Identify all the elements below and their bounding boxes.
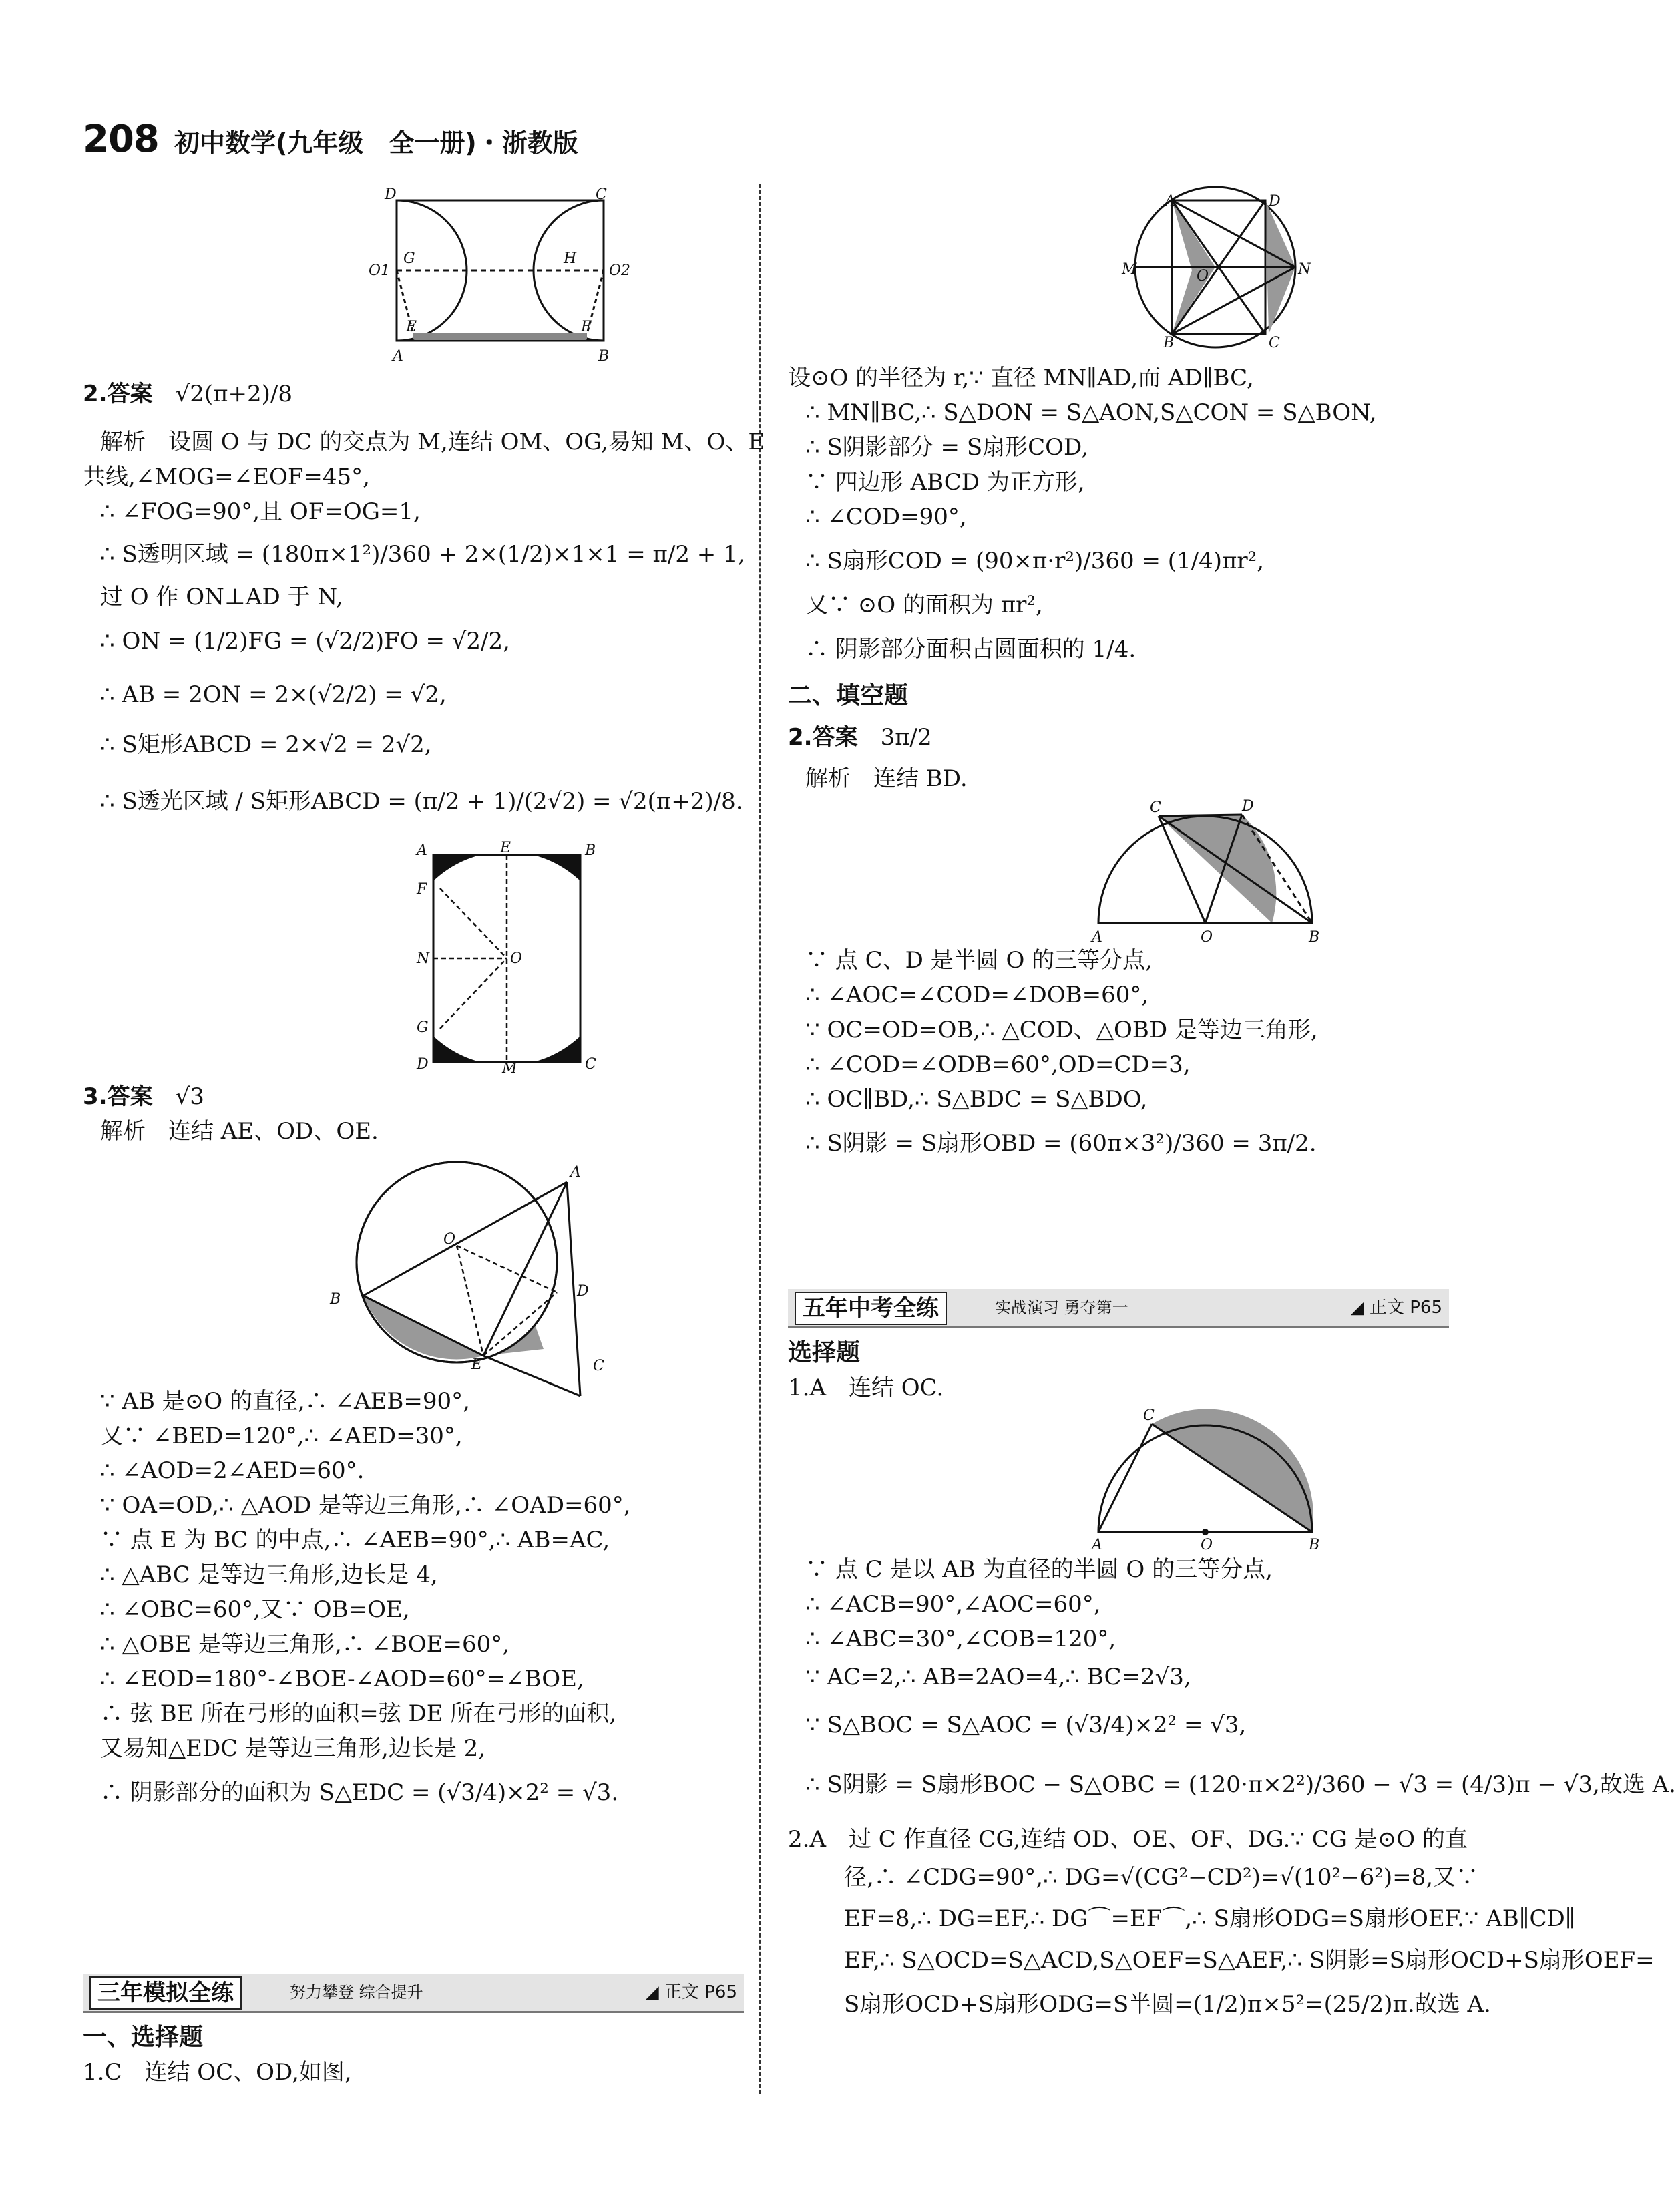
q3-line: ∵ 点 E 为 BC 的中点,∴ ∠AEB=90°,∴ AB=AC, [100, 1527, 610, 1553]
fig4-label: C [1269, 335, 1280, 351]
r-q2-line: EF,∴ S△OCD=S△ACD,S△OEF=S△AEF,∴ S阴影=S扇形OCD+S扇形OEF= [844, 1947, 1655, 1974]
r-line: ∴ ∠AOC=∠COD=∠DOB=60°, [805, 982, 1149, 1008]
r-line: ∴ S阴影 = S扇形OBD = (60π×3²)/360 = 3π/2. [805, 1130, 1317, 1157]
r-line: ∴ 阴影部分面积占圆面积的 1/4. [805, 636, 1136, 663]
fig6-label: O [1201, 1537, 1213, 1553]
fig1-label: O2 [609, 262, 631, 279]
fig4-label: O [1197, 268, 1209, 285]
r-q2-line: 2.A 过 C 作直径 CG,连结 OD、OE、OF、DG.∵ CG 是⊙O 的直 [788, 1826, 1468, 1853]
r-line: ∵ 点 C、D 是半圆 O 的三等分点, [805, 947, 1153, 974]
q3-line: 又易知△EDC 是等边三角形,边长是 2, [100, 1735, 486, 1762]
r-line: ∴ ∠ABC=30°,∠COB=120°, [805, 1626, 1116, 1652]
fig5-label: B [1309, 929, 1320, 946]
fig1-label: F [581, 319, 592, 335]
q3-line: ∴ 阴影部分的面积为 S△EDC = (√3/4)×2² = √3. [100, 1779, 619, 1806]
fig6-label: C [1143, 1407, 1155, 1424]
fig6-label: B [1309, 1537, 1320, 1553]
figure-rectangle-semicircles [83, 180, 744, 367]
banner-ref[interactable]: ◢ 正文 P65 [1350, 1298, 1442, 1318]
fig3-label: C [593, 1358, 604, 1374]
q1-line: 1.C 连结 OC、OD,如图, [83, 2059, 352, 2086]
r-q2-analysis: 解析 连结 BD. [805, 765, 968, 792]
fig1-label: A [393, 348, 403, 365]
r-line: 又∵ ⊙O 的面积为 πr², [805, 592, 1043, 618]
q2-line: ∴ ON = (1/2)FG = (√2/2)FO = √2/2, [100, 628, 510, 655]
r-line: 设⊙O 的半径为 r,∵ 直径 MN∥AD,而 AD∥BC, [788, 365, 1254, 391]
banner-subtitle: 努力攀登 综合提升 [290, 1983, 423, 2002]
section-heading: 一、选择题 [83, 2024, 204, 2051]
q3-line: ∴ ∠AOD=2∠AED=60°. [100, 1457, 365, 1484]
fig2-label: N [417, 950, 430, 967]
q3-line: ∴ ∠OBC=60°,又∵ OB=OE, [100, 1596, 410, 1623]
left-column [83, 180, 765, 1819]
fig5-label: D [1242, 798, 1254, 815]
fig1-label: H [564, 250, 577, 267]
r-q2-answer: 3π/2 [880, 724, 932, 751]
fig1-label: G [403, 250, 415, 267]
fig5-label: A [1092, 929, 1102, 946]
fig4-label: D [1269, 193, 1281, 210]
figure-semicircle-cd [788, 796, 1456, 946]
q3-line: ∴ ∠EOD=180°-∠BOE-∠AOD=60°=∠BOE, [100, 1666, 584, 1692]
r-line: ∵ 点 C 是以 AB 为直径的半圆 O 的三等分点, [805, 1556, 1273, 1583]
q2-line: 共线,∠MOG=∠EOF=45°, [83, 464, 370, 490]
figure-circle-triangle [83, 1149, 744, 1376]
right-column [788, 180, 1456, 1170]
r-line: ∴ S阴影部分 = S扇形COD, [805, 434, 1088, 461]
fig3-label: D [577, 1283, 589, 1300]
fig1-label: E [406, 319, 417, 335]
r-line: ∴ OC∥BD,∴ S△BDC = S△BDO, [805, 1086, 1148, 1113]
q3-line: ∴ 弦 BE 所在弓形的面积=弦 DE 所在弓形的面积, [100, 1700, 617, 1727]
q2-line: ∴ ∠FOG=90°,且 OF=OG=1, [100, 498, 421, 525]
r-q2-line: S扇形OCD+S扇形ODG=S半圆=(1/2)π×5²=(25/2)π.故选 A. [844, 1991, 1491, 2018]
r-q2-label: 2.答案 [788, 724, 858, 751]
q3-answer: √3 [175, 1083, 204, 1110]
q3-label: 3.答案 [83, 1083, 153, 1110]
q2-line: ∴ S矩形ABCD = 2×√2 = 2√2, [100, 731, 432, 758]
figure-square-circle [788, 180, 1456, 361]
q2-line: ∴ S透明区域 = (180π×1²)/360 + 2×(1/2)×1×1 = π/2 + 1, [100, 541, 745, 568]
fig2-label: A [417, 842, 427, 859]
fig2-label: M [502, 1060, 517, 1077]
fig1-label: O1 [369, 262, 391, 279]
figure-semicircle-c [788, 1405, 1456, 1552]
r-line: ∵ AC=2,∴ AB=2AO=4,∴ BC=2√3, [805, 1664, 1191, 1690]
fig1-label: B [598, 348, 610, 365]
left-footer [83, 2020, 744, 2090]
fig2-label: G [417, 1019, 429, 1036]
fig5-label: O [1201, 929, 1213, 946]
figure-rectangle-circle [83, 835, 744, 1075]
q3-line: ∵ AB 是⊙O 的直径,∴ ∠AEB=90°, [100, 1388, 470, 1415]
q3-line: ∴ △OBE 是等边三角形,∴ ∠BOE=60°, [100, 1631, 510, 1658]
banner-subtitle: 实战演习 勇夺第一 [995, 1298, 1128, 1317]
q2-line: 过 O 作 ON⊥AD 于 N, [100, 584, 343, 610]
page-header [83, 118, 578, 161]
fig1-label: C [596, 186, 607, 203]
q3-line: ∴ △ABC 是等边三角形,边长是 4, [100, 1561, 438, 1588]
section-heading-fill: 二、填空题 [788, 682, 909, 709]
fig4-label: M [1122, 261, 1137, 278]
q2-line: ∴ S透光区域 / S矩形ABCD = (π/2 + 1)/(2√2) = √2(π+2)/8. [100, 788, 743, 815]
q2-line: ∴ AB = 2ON = 2×(√2/2) = √2, [100, 681, 447, 708]
r-line: ∵ OC=OD=OB,∴ △COD、△OBD 是等边三角形, [805, 1017, 1318, 1043]
fig3-label: E [471, 1356, 483, 1373]
r-q2-line: 径,∴ ∠CDG=90°,∴ DG=√(CG²−CD²)=√(10²−6²)=8,又∵ [844, 1864, 1479, 1891]
fig4-label: N [1298, 261, 1311, 278]
fig3-label: B [330, 1291, 341, 1308]
fig3-label: A [570, 1164, 581, 1181]
r-line: ∴ S阴影 = S扇形BOC − S△OBC = (120·π×2²)/360 − √3 = (4/3)π − √3,故选 A. [805, 1771, 1676, 1798]
fig3-label: O [443, 1231, 456, 1248]
r-line: ∴ ∠COD=∠ODB=60°,OD=CD=3, [805, 1051, 1191, 1078]
fig5-label: C [1150, 799, 1161, 816]
fig2-label: D [417, 1056, 429, 1073]
r-line: ∴ ∠COD=90°, [805, 504, 967, 530]
fig2-label: B [585, 842, 596, 859]
page-number: 208 [83, 118, 159, 161]
q2-line: 解析 设圆 O 与 DC 的交点为 M,连结 OM、OG,易知 M、O、E [100, 429, 765, 455]
q3-line: ∵ OA=OD,∴ △AOD 是等边三角形,∴ ∠OAD=60°, [100, 1492, 631, 1519]
banner-title: 三年模拟全练 [89, 1976, 242, 2010]
fig2-label: E [500, 840, 511, 856]
right-lower [788, 1336, 1676, 2028]
q2-label: 2.答案 [83, 381, 153, 407]
banner-title: 五年中考全练 [795, 1292, 947, 1325]
q3-line: 又∵ ∠BED=120°,∴ ∠AED=30°, [100, 1423, 463, 1449]
banner-ref[interactable]: ◢ 正文 P65 [645, 1982, 737, 2002]
fig6-label: A [1092, 1537, 1102, 1553]
r-line: ∵ 四边形 ABCD 为正方形, [805, 469, 1085, 496]
r-line: ∴ MN∥BC,∴ S△DON = S△AON,S△CON = S△BON, [805, 399, 1377, 426]
fig2-label: F [417, 881, 427, 898]
r-line: ∴ ∠ACB=90°,∠AOC=60°, [805, 1591, 1101, 1618]
fig4-label: B [1163, 335, 1175, 351]
q2-answer: √2(π+2)/8 [175, 381, 292, 407]
book-title: 初中数学(九年级 全一册)・浙教版 [174, 128, 578, 158]
r-q2-line: EF=8,∴ DG=EF,∴ DG⌒=EF⌒,∴ S扇形ODG=S扇形OEF.∵ AB∥CD∥ [844, 1905, 1576, 1932]
banner-three-year [83, 1974, 744, 2013]
fig2-label: C [585, 1056, 596, 1073]
q3-analysis: 解析 连结 AE、OD、OE. [100, 1118, 379, 1145]
section-heading-choice: 选择题 [788, 1339, 861, 1366]
column-divider [759, 184, 761, 2094]
fig1-label: D [385, 186, 397, 203]
r-line: ∴ S扇形COD = (90×π·r²)/360 = (1/4)πr², [805, 548, 1265, 574]
r-q1: 1.A 连结 OC. [788, 1374, 944, 1401]
fig4-label: A [1165, 193, 1175, 210]
r-line: ∵ S△BOC = S△AOC = (√3/4)×2² = √3, [805, 1712, 1247, 1738]
fig2-label: O [510, 950, 523, 967]
banner-five-year [788, 1289, 1449, 1328]
